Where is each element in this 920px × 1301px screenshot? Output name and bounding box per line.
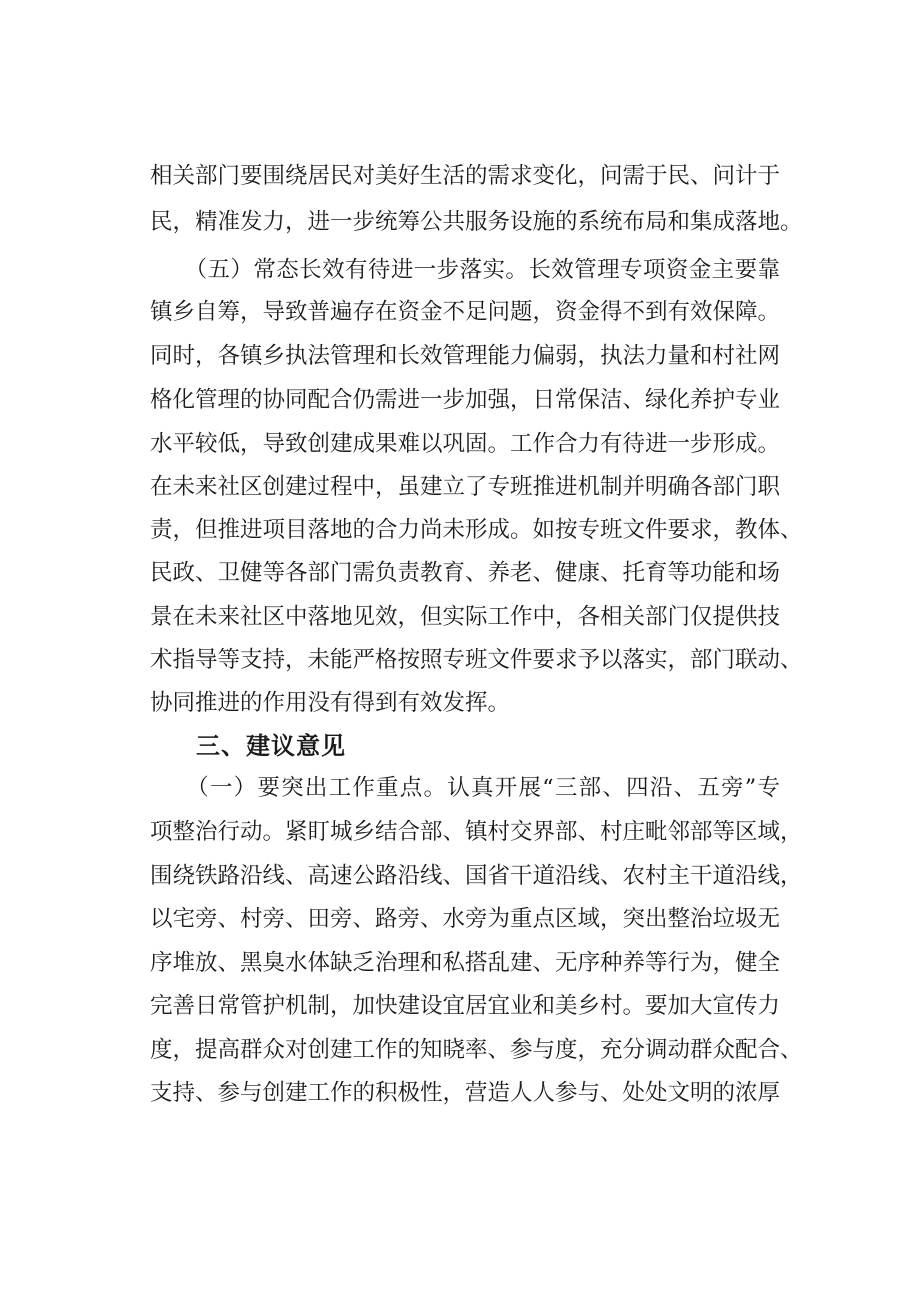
text-line: 度，提高群众对创建工作的知晓率、参与度，充分调动群众配合、 xyxy=(150,1037,803,1063)
text-line: 相关部门要围绕居民对美好生活的需求变化，问需于民、问计于 xyxy=(150,163,781,189)
text-line: 景在未来社区中落地见效，但实际工作中，各相关部门仅提供技 xyxy=(150,604,781,630)
text-line: 在未来社区创建过程中，虽建立了专班推进机制并明确各部门职 xyxy=(150,474,781,500)
text-line: 项整治行动。紧盯城乡结合部、镇村交界部、村庄毗邻部等区域， xyxy=(150,819,803,845)
text-line: （一）要突出工作重点。认真开展“三部、四沿、五旁”专 xyxy=(150,775,780,801)
text-line: 完善日常管护机制，加快建设宜居宜业和美乡村。要加大宣传力 xyxy=(150,993,781,1019)
text-line: （五）常态长效有待进一步落实。长效管理专项资金主要靠 xyxy=(150,257,780,283)
text-line: 镇乡自筹，导致普遍存在资金不足问题，资金得不到有效保障。 xyxy=(150,299,781,325)
text-line: 围绕铁路沿线、高速公路沿线、国省干道沿线、农村主干道沿线， xyxy=(150,863,803,889)
text-line: 水平较低，导致创建成果难以巩固。工作合力有待进一步形成。 xyxy=(150,431,781,457)
text-line: 同时，各镇乡执法管理和长效管理能力偏弱，执法力量和村社网 xyxy=(150,343,781,369)
text-line: 格化管理的协同配合仍需进一步加强，日常保洁、绿化养护专业 xyxy=(150,387,781,413)
text-line: 支持、参与创建工作的积极性，营造人人参与、处处文明的浓厚 xyxy=(150,1080,781,1106)
text-line: 以宅旁、村旁、田旁、路旁、水旁为重点区域，突出整治垃圾无 xyxy=(150,906,781,932)
text-line: 民政、卫健等各部门需负责教育、养老、健康、托育等功能和场 xyxy=(150,560,781,586)
text-line: 术指导等支持，未能严格按照专班文件要求予以落实，部门联动、 xyxy=(150,647,803,673)
text-line: 序堆放、黑臭水体缺乏治理和私搭乱建、无序种养等行为，健全 xyxy=(150,950,781,976)
section-heading: 三、建议意见 xyxy=(196,732,346,760)
text-line: 责，但推进项目落地的合力尚未形成。如按专班文件要求，教体、 xyxy=(150,517,803,543)
text-line: 协同推进的作用没有得到有效发挥。 xyxy=(150,690,511,716)
text-line: 民，精准发力，进一步统筹公共服务设施的系统布局和集成落地。 xyxy=(150,209,803,235)
